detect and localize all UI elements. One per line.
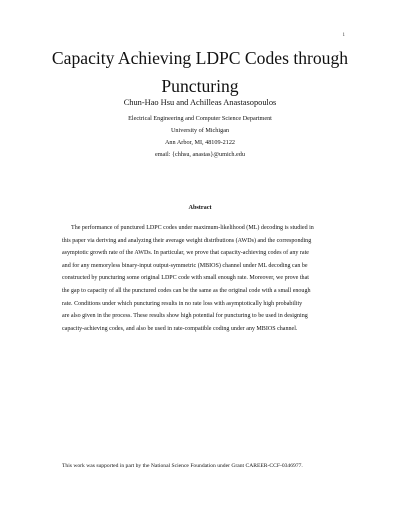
title-line-1: Capacity Achieving LDPC Codes through: [51, 48, 349, 68]
abstract-line: asymptotic growth rate of the AWDs. In particular, we prove that capacity-achieving codes of any rate: [62, 250, 309, 257]
abstract-line: constructed by puncturing some original LDPC code with small enough rate. Moreover, we prove that: [62, 275, 309, 282]
author-email: email: {chhsu, anastas}@umich.edu: [155, 151, 245, 158]
affiliation-city: Ann Arbor, MI, 48109-2122: [164, 139, 236, 146]
paper-title: [0, 44, 400, 100]
abstract-line: this paper via deriving and analyzing their average weight distributions (AWDs) and the corresponding: [62, 237, 312, 244]
funding-footnote: This work was supported in part by the National Science Foundation under Grant CAREER-CCF-0346977.: [62, 463, 303, 469]
abstract-line: and for any memoryless binary-input output-symmetric (MBIOS) channel under ML decoding can be: [62, 262, 308, 269]
affiliation-university: University of Michigan: [170, 127, 230, 134]
abstract-heading: Abstract: [188, 204, 212, 211]
abstract-line: are also given in the process. These results show high potential for puncturing to be used in designing: [62, 313, 308, 320]
page-number: 1: [342, 33, 345, 38]
authors: Chun-Hao Hsu and Achilleas Anastasopoulos: [123, 98, 277, 107]
abstract-body: [62, 222, 341, 335]
abstract-line: The performance of punctured LDPC codes under maximum-likelihood (ML) decoding is studied in: [71, 225, 314, 231]
abstract-line: rate. Conditions under which puncturing results in no rate loss with asymptotically high probability: [62, 300, 303, 307]
abstract-line: capacity-achieving codes, and also be used in rate-compatible coding under any MBIOS channel.: [62, 325, 298, 332]
title-line-2: Puncturing: [161, 76, 239, 96]
abstract-line: the gap to capacity of all the punctured codes can be the same as the original code with a small enough: [62, 287, 311, 294]
affiliation-department: Electrical Engineering and Computer Science Department: [128, 115, 272, 122]
affiliation-block: [0, 113, 400, 161]
